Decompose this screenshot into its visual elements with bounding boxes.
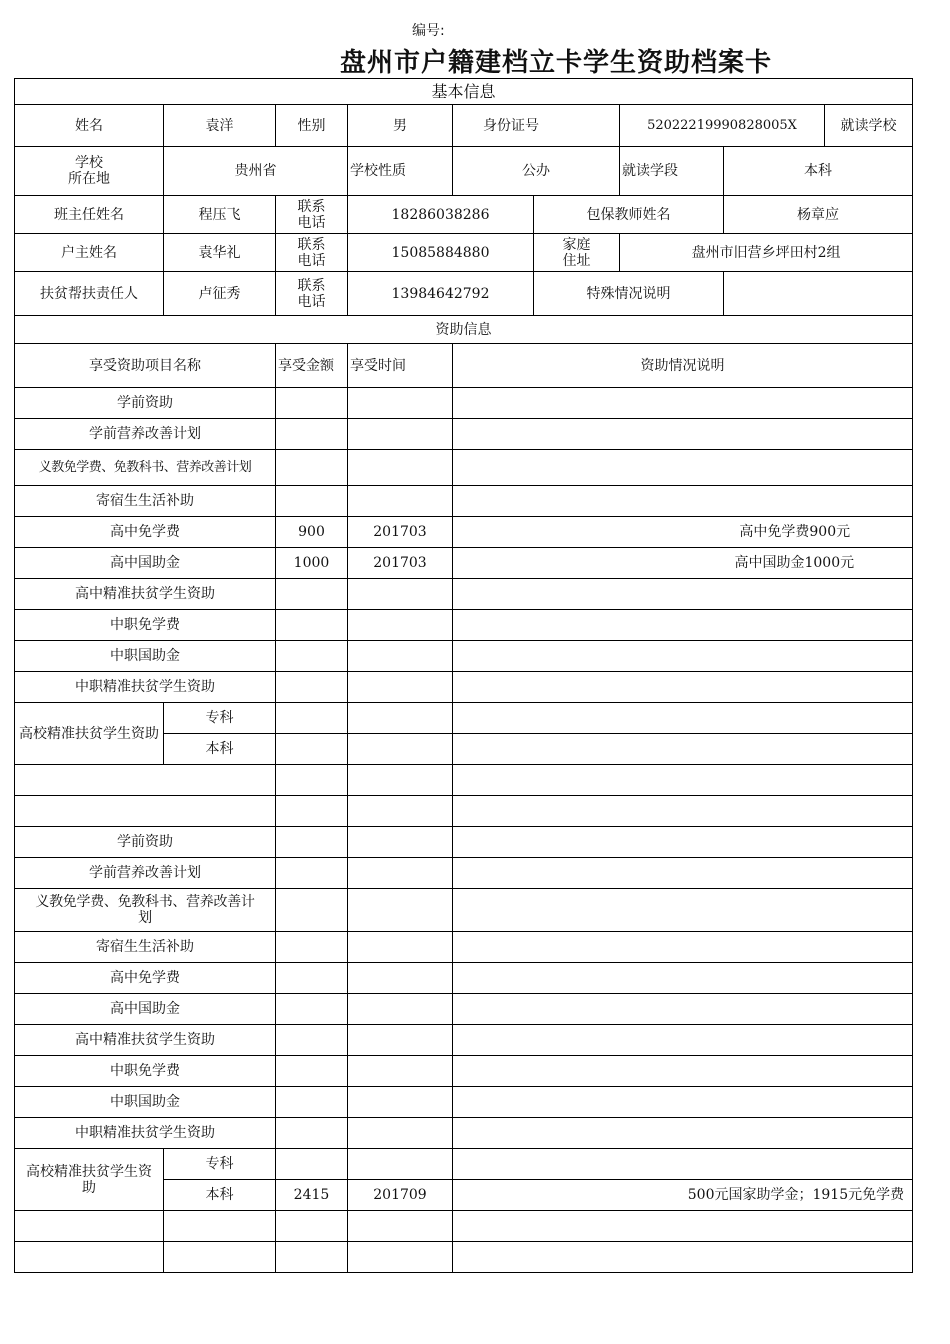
name-label: 姓名 bbox=[15, 105, 164, 147]
aid-time bbox=[348, 827, 453, 858]
blank-row bbox=[15, 765, 276, 796]
aid-amount: 900 bbox=[276, 517, 348, 548]
aid-time bbox=[348, 734, 453, 765]
aid-item-name: 义教免学费、免教科书、营养改善计 划 bbox=[15, 889, 276, 932]
aid-desc bbox=[453, 1118, 913, 1149]
col-desc-header: 资助情况说明 bbox=[453, 344, 913, 388]
name-value: 袁洋 bbox=[164, 105, 276, 147]
aid-time: 201703 bbox=[348, 548, 453, 579]
poverty-phone: 13984642792 bbox=[348, 272, 534, 316]
aid-time: 201703 bbox=[348, 517, 453, 548]
aid-item-name: 学前营养改善计划 bbox=[15, 858, 276, 889]
aid-desc: 高中免学费900元 bbox=[453, 517, 913, 548]
householder-label: 户主姓名 bbox=[15, 234, 164, 272]
aid-amount bbox=[276, 419, 348, 450]
aid-amount bbox=[276, 963, 348, 994]
mentor-label: 包保教师姓名 bbox=[534, 196, 724, 234]
college-sub-item: 本科 bbox=[164, 734, 276, 765]
aid-desc bbox=[453, 994, 913, 1025]
basic-info-header: 基本信息 bbox=[15, 79, 913, 105]
aid-desc bbox=[453, 858, 913, 889]
address-label: 家庭 住址 bbox=[534, 234, 620, 272]
aid-amount bbox=[276, 1118, 348, 1149]
aid-item-name: 学前资助 bbox=[15, 388, 276, 419]
blank-row bbox=[15, 796, 276, 827]
aid-amount bbox=[276, 486, 348, 517]
aid-desc bbox=[453, 703, 913, 734]
aid-desc bbox=[453, 450, 913, 486]
aid-amount bbox=[276, 1149, 348, 1180]
aid-desc bbox=[453, 579, 913, 610]
aid-desc bbox=[453, 1056, 913, 1087]
archive-card-table bbox=[14, 78, 913, 1273]
college-aid-label: 高校精准扶贫学生资助 bbox=[15, 703, 164, 765]
aid-desc bbox=[453, 1025, 913, 1056]
aid-amount bbox=[276, 1087, 348, 1118]
aid-desc bbox=[453, 419, 913, 450]
aid-item-name: 中职国助金 bbox=[15, 641, 276, 672]
aid-amount bbox=[276, 932, 348, 963]
aid-desc bbox=[453, 932, 913, 963]
id-number: 52022219990828005X bbox=[620, 105, 825, 147]
special-value bbox=[724, 272, 913, 316]
aid-item-name: 高中国助金 bbox=[15, 548, 276, 579]
teacher-label: 班主任姓名 bbox=[15, 196, 164, 234]
aid-time bbox=[348, 1149, 453, 1180]
mentor-value: 杨章应 bbox=[724, 196, 913, 234]
aid-desc bbox=[453, 827, 913, 858]
page-title: 盘州市户籍建档立卡学生资助档案卡 bbox=[340, 48, 773, 78]
aid-amount bbox=[276, 827, 348, 858]
school-location-label: 学校 所在地 bbox=[15, 147, 164, 196]
college-sub-item: 专科 bbox=[164, 703, 276, 734]
aid-desc bbox=[453, 672, 913, 703]
householder-phone: 15085884880 bbox=[348, 234, 534, 272]
aid-item-name: 寄宿生生活补助 bbox=[15, 932, 276, 963]
aid-time bbox=[348, 486, 453, 517]
aid-amount bbox=[276, 1056, 348, 1087]
aid-time bbox=[348, 579, 453, 610]
aid-item-name: 中职精准扶贫学生资助 bbox=[15, 1118, 276, 1149]
gender-label: 性别 bbox=[276, 105, 348, 147]
college-sub-item: 专科 bbox=[164, 1149, 276, 1180]
aid-item-name: 中职免学费 bbox=[15, 610, 276, 641]
aid-desc bbox=[453, 486, 913, 517]
aid-desc bbox=[453, 641, 913, 672]
aid-amount bbox=[276, 450, 348, 486]
aid-item-name: 中职免学费 bbox=[15, 1056, 276, 1087]
aid-item-name: 高中国助金 bbox=[15, 994, 276, 1025]
aid-time bbox=[348, 672, 453, 703]
aid-item-name: 高中精准扶贫学生资助 bbox=[15, 579, 276, 610]
aid-amount bbox=[276, 994, 348, 1025]
aid-desc bbox=[453, 889, 913, 932]
poverty-person-label: 扶贫帮扶责任人 bbox=[15, 272, 164, 316]
aid-amount bbox=[276, 889, 348, 932]
aid-item-name: 学前资助 bbox=[15, 827, 276, 858]
address-value: 盘州市旧营乡坪田村2组 bbox=[620, 234, 913, 272]
aid-item-name: 义教免学费、免教科书、营养改善计划 bbox=[15, 450, 276, 486]
poverty-phone-label: 联系 电话 bbox=[276, 272, 348, 316]
aid-amount bbox=[276, 579, 348, 610]
aid-time bbox=[348, 1118, 453, 1149]
col-amount-header: 享受金额 bbox=[276, 344, 348, 388]
aid-time: 201709 bbox=[348, 1180, 453, 1211]
aid-amount: 2415 bbox=[276, 1180, 348, 1211]
stage-value: 本科 bbox=[724, 147, 913, 196]
school-type-value: 公办 bbox=[453, 147, 620, 196]
aid-time bbox=[348, 419, 453, 450]
aid-desc: 高中国助金1000元 bbox=[453, 548, 913, 579]
col-time-header: 享受时间 bbox=[348, 344, 453, 388]
aid-item-name: 中职国助金 bbox=[15, 1087, 276, 1118]
aid-time bbox=[348, 889, 453, 932]
aid-amount bbox=[276, 734, 348, 765]
special-label: 特殊情况说明 bbox=[534, 272, 724, 316]
aid-time bbox=[348, 1025, 453, 1056]
id-label: 身份证号 bbox=[453, 105, 620, 147]
poverty-person-value: 卢征秀 bbox=[164, 272, 276, 316]
aid-info-header: 资助信息 bbox=[15, 316, 913, 344]
aid-item-name: 高中精准扶贫学生资助 bbox=[15, 1025, 276, 1056]
aid-amount bbox=[276, 703, 348, 734]
aid-time bbox=[348, 1087, 453, 1118]
serial-number-label: 编号: bbox=[412, 23, 445, 39]
aid-desc bbox=[453, 1149, 913, 1180]
school-label: 就读学校 bbox=[825, 105, 913, 147]
aid-desc bbox=[453, 388, 913, 419]
aid-time bbox=[348, 994, 453, 1025]
aid-desc bbox=[453, 610, 913, 641]
aid-item-name: 高中免学费 bbox=[15, 963, 276, 994]
college-sub-item: 本科 bbox=[164, 1180, 276, 1211]
aid-amount bbox=[276, 641, 348, 672]
aid-desc bbox=[453, 963, 913, 994]
teacher-value: 程压飞 bbox=[164, 196, 276, 234]
col-item-header: 享受资助项目名称 bbox=[15, 344, 276, 388]
school-location-value: 贵州省 bbox=[164, 147, 348, 196]
aid-desc bbox=[453, 1087, 913, 1118]
teacher-phone-label: 联系 电话 bbox=[276, 196, 348, 234]
teacher-phone: 18286038286 bbox=[348, 196, 534, 234]
aid-amount bbox=[276, 388, 348, 419]
aid-time bbox=[348, 450, 453, 486]
blank-row bbox=[15, 1211, 164, 1242]
aid-item-name: 寄宿生生活补助 bbox=[15, 486, 276, 517]
aid-amount bbox=[276, 610, 348, 641]
aid-amount bbox=[276, 1025, 348, 1056]
aid-item-name: 学前营养改善计划 bbox=[15, 419, 276, 450]
aid-time bbox=[348, 388, 453, 419]
stage-label: 就读学段 bbox=[620, 147, 724, 196]
gender-value: 男 bbox=[348, 105, 453, 147]
aid-time bbox=[348, 858, 453, 889]
aid-item-name: 中职精准扶贫学生资助 bbox=[15, 672, 276, 703]
aid-time bbox=[348, 610, 453, 641]
aid-time bbox=[348, 963, 453, 994]
aid-desc: 500元国家助学金；1915元免学费 bbox=[453, 1180, 913, 1211]
aid-amount bbox=[276, 858, 348, 889]
aid-amount bbox=[276, 672, 348, 703]
aid-item-name: 高中免学费 bbox=[15, 517, 276, 548]
householder-phone-label: 联系 电话 bbox=[276, 234, 348, 272]
school-type-label: 学校性质 bbox=[348, 147, 453, 196]
aid-desc bbox=[453, 734, 913, 765]
aid-time bbox=[348, 703, 453, 734]
blank-row bbox=[15, 1242, 164, 1273]
college-aid-label: 高校精准扶贫学生资 助 bbox=[15, 1149, 164, 1211]
householder-value: 袁华礼 bbox=[164, 234, 276, 272]
aid-time bbox=[348, 641, 453, 672]
aid-time bbox=[348, 1056, 453, 1087]
aid-amount: 1000 bbox=[276, 548, 348, 579]
aid-time bbox=[348, 932, 453, 963]
